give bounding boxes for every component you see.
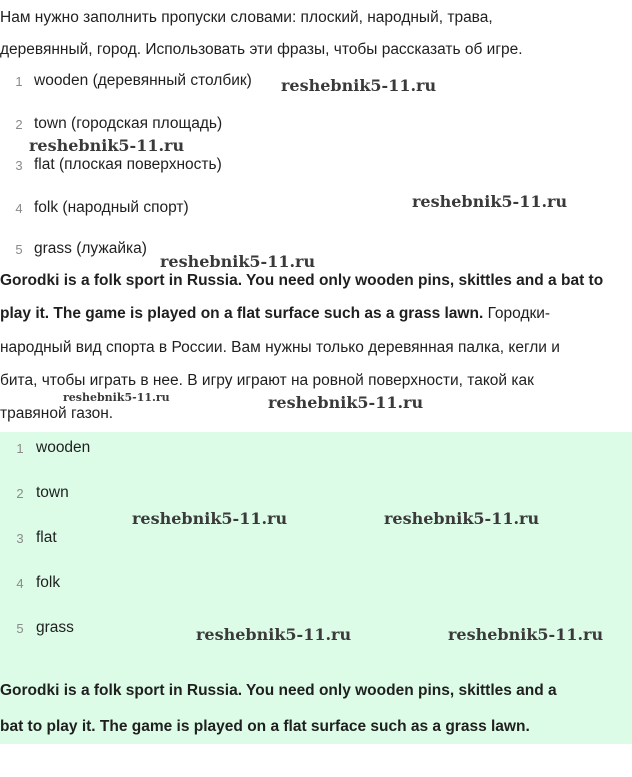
answer-item: grass xyxy=(36,619,74,636)
task-line-2: деревянный, город. Использовать эти фразы, чтобы рассказать об игре. xyxy=(0,41,523,58)
watermark: reshebnik5-11.ru xyxy=(384,509,540,528)
watermark: reshebnik5-11.ru xyxy=(412,192,568,211)
answer-number: 2 xyxy=(16,486,24,501)
list-item: town (городская площадь) xyxy=(34,115,223,132)
list-number: 5 xyxy=(15,242,23,257)
example-russian-2: народный вид спорта в России. Вам нужны только деревянная палка, кегли и xyxy=(0,339,560,356)
example-russian-1: Городки- xyxy=(483,305,551,322)
watermark: reshebnik5-11.ru xyxy=(281,76,437,95)
example-russian-4: травяной газон. xyxy=(0,405,114,422)
answer-number: 5 xyxy=(16,621,24,636)
example-english-2: play it. The game is played on a flat surface such as a grass lawn. xyxy=(0,305,484,322)
answer-number: 4 xyxy=(16,576,24,591)
answer-text-1: Gorodki is a folk sport in Russia. You need only wooden pins, skittles and a xyxy=(0,682,557,699)
answer-number: 3 xyxy=(16,531,24,546)
answer-number: 1 xyxy=(16,441,24,456)
answer-item: wooden xyxy=(36,439,91,456)
example-line-2 xyxy=(0,305,550,323)
watermark: reshebnik5-11.ru xyxy=(448,625,604,644)
example-russian-3: бита, чтобы играть в нее. В игру играют на ровной поверхности, такой как xyxy=(0,372,534,389)
list-item: wooden (деревянный столбик) xyxy=(34,72,252,89)
watermark: reshebnik5-11.ru xyxy=(268,393,424,412)
answer-text-2: bat to play it. The game is played on a flat surface such as a grass lawn. xyxy=(0,718,530,735)
watermark: reshebnik5-11.ru xyxy=(196,625,352,644)
list-item: flat (плоская поверхность) xyxy=(34,156,222,173)
list-number: 2 xyxy=(15,117,23,132)
watermark: reshebnik5-11.ru xyxy=(160,252,316,271)
answer-item: town xyxy=(36,484,69,501)
list-item: folk (народный спорт) xyxy=(34,199,189,216)
watermark: reshebnik5-11.ru xyxy=(132,509,288,528)
answer-item: folk xyxy=(36,574,61,591)
list-number: 1 xyxy=(15,74,23,89)
list-number: 3 xyxy=(15,158,23,173)
watermark: reshebnik5-11.ru xyxy=(29,136,185,155)
example-english-1: Gorodki is a folk sport in Russia. You need only wooden pins, skittles and a bat to xyxy=(0,272,604,289)
answer-item: flat xyxy=(36,529,57,546)
watermark: reshebnik5-11.ru xyxy=(63,391,170,404)
list-number: 4 xyxy=(15,201,23,216)
list-item: grass (лужайка) xyxy=(34,240,147,257)
task-line-1: Нам нужно заполнить пропуски словами: плоский, народный, трава, xyxy=(0,9,493,26)
